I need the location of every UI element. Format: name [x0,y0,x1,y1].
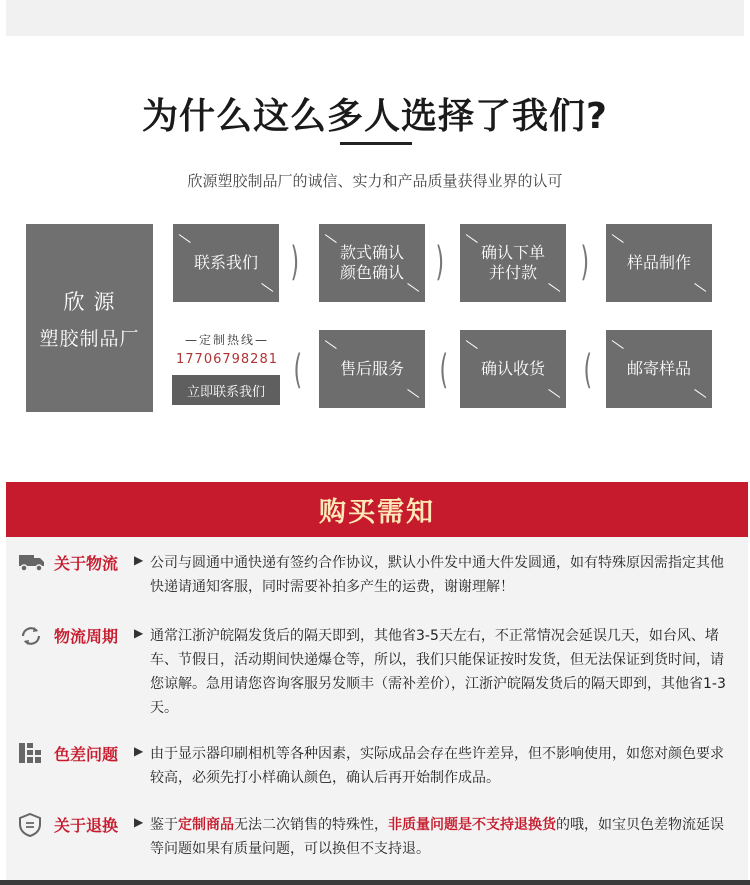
company-name-line1: 欣源 [63,289,124,314]
corner-tick [407,283,419,292]
corner-tick [466,340,478,349]
text-highlight: 非质量问题是不支持退换货 [388,817,556,833]
corner-tick [325,340,337,349]
corner-tick [179,234,191,243]
corner-tick [694,389,706,398]
step-after-sales [319,330,425,408]
page-subtitle: 欣源塑胶制品厂的诚信、实力和产品质量获得业界的认可 [187,172,563,190]
hotline-title: —定制热线— [184,333,269,347]
step-order-pay [460,224,566,302]
truck-icon [18,551,46,575]
chevron-left-icon: ( [293,347,303,393]
step-label: 确认收货 [480,359,545,378]
step-confirm-receipt [460,330,566,408]
top-strip [6,0,744,36]
step-label: 款式确认 [339,243,404,262]
step-mail-samples [606,330,712,408]
notice-text: 通常江浙沪皖隔发货后的隔天即到，其他省3-5天左右，不正常情况会延误几天，如台风、堵车、节假日，活动期间快递爆仓等，所以，我们只能保证按时发货，但无法保证到货时间，请您谅解。急用请您咨询客服另发顺丰（需补差价），江浙沪皖隔发货后的隔天即到，其他省1-3天。 [150,628,726,716]
text-highlight: 定制商品 [178,817,234,833]
notice-text: 公司与圆通中通快递有签约合作协议，默认小件发中通大件发圆通，如有特殊原因需指定其他快递请通知客服，同时需要补拍多产生的运费，谢谢理解！ [150,555,724,595]
notice-title: 物流周期 [54,627,119,646]
chevron-left-icon: ( [583,347,593,393]
notice-title: 色差问题 [54,745,119,764]
refresh-icon [18,624,46,648]
text-part: 的哦，如宝贝色差物流延误等问题如果有质量问题，可以换但不支持退。 [150,817,724,857]
chevron-left-icon: ( [439,347,449,393]
notice-title: 关于物流 [54,554,119,573]
step-label: 确认下单 [480,243,545,262]
triangle-right-icon: ▶ [134,815,144,829]
palette-grid-icon [18,742,46,766]
shield-icon [18,813,46,837]
triangle-right-icon: ▶ [134,553,144,567]
notice-text: 由于显示器印刷相机等各种因素，实际成品会存在些许差异，但不影响使用，如您对颜色要求较高，必须先打小样确认颜色，确认后再开始制作成品。 [150,746,724,786]
triangle-right-icon: ▶ [134,744,144,758]
notice-text [150,813,730,861]
text-part: 无法二次销售的特殊性， [234,817,388,833]
contact-us-button[interactable]: 立即联系我们 [172,375,280,405]
corner-tick [694,283,706,292]
bottom-border [0,880,750,885]
corner-tick [612,340,624,349]
hotline-number[interactable]: 17706798281 [176,352,278,367]
step-label: 售后服务 [339,359,404,378]
corner-tick [548,389,560,398]
notice-title: 关于退换 [54,816,119,835]
headline-underline [340,142,412,145]
corner-tick [261,283,273,292]
chevron-right-icon: ) [435,239,445,285]
corner-tick [325,234,337,243]
notice-delivery-cycle [18,624,738,724]
step-style-color-confirm [319,224,425,302]
page-headline: 为什么这么多人选择了我们? [142,96,608,137]
company-name-line2: 塑胶制品厂 [39,327,140,350]
chevron-right-icon: ) [290,239,300,285]
purchase-notice-banner: 购买需知 [6,482,748,537]
corner-tick [612,234,624,243]
step-label: 联系我们 [193,253,258,272]
chevron-right-icon: ) [580,239,590,285]
corner-tick [407,389,419,398]
step-label: 样品制作 [626,253,691,272]
step-label-2: 颜色确认 [339,263,404,282]
step-label: 邮寄样品 [626,359,691,378]
notice-logistics [18,551,738,601]
company-name-box [26,224,153,412]
notice-returns [18,813,738,863]
step-sample-making [606,224,712,302]
notice-color-difference [18,742,738,792]
triangle-right-icon: ▶ [134,626,144,640]
corner-tick [548,283,560,292]
step-contact-us [173,224,279,302]
text-part: 鉴于 [150,817,178,833]
corner-tick [466,234,478,243]
step-label-2: 并付款 [488,263,537,282]
